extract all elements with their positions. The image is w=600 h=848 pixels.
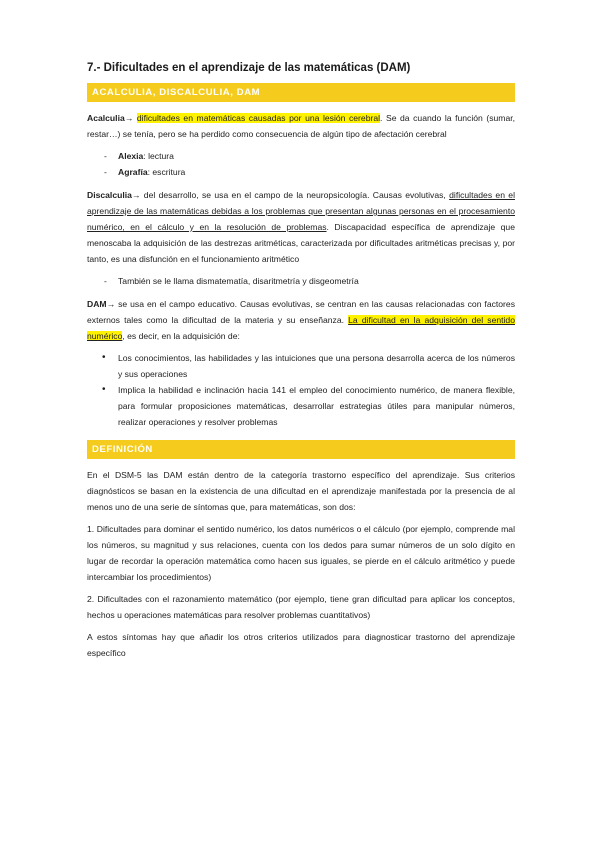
section-header-acalculia: ACALCULIA, DISCALCULIA, DAM [87, 83, 515, 102]
dam-list [87, 350, 515, 430]
dam-term: DAM [87, 299, 107, 309]
acalculia-highlight: dificultades en matemáticas causadas por una lesión cerebral [136, 113, 381, 123]
list-item [87, 148, 515, 164]
list-item [87, 164, 515, 180]
dam-text: , es decir, en la adquisición de: [122, 331, 240, 341]
acalculia-text: . Se da cuando la función (sumar, restar…) se tenía, pero se ha perdido como consecuencia de algún tipo de afectación cerebral [87, 113, 516, 139]
list-item: • Implica la habilidad e inclinación hacia 141 el empleo del conocimiento numérico, de manera flexible, para formular proposiciones matemáticas, desarrollar estrategias útiles para manipular números, realizar operaciones y resolver problemas [87, 382, 515, 430]
list-item-text: : lectura [143, 151, 174, 161]
dam-highlight: La dificultad en la adquisición del sentido numérico [87, 315, 515, 341]
page-title: 7.- Dificultades en el aprendizaje de las matemáticas (DAM) [87, 62, 411, 74]
discalculia-paragraph [87, 187, 515, 267]
definition-paragraph: A estos síntomas hay que añadir los otros criterios utilizados para diagnosticar trastorno del aprendizaje específico [87, 632, 515, 658]
list-item: • Los conocimientos, las habilidades y las intuiciones que una persona desarrolla acerca de los números y sus operaciones [87, 350, 515, 382]
discalculia-intro: del desarrollo, se usa en el campo de la neuropsicología. Causas evolutivas, [140, 190, 450, 200]
dam-intro: se usa en el campo educativo. Causas evolutivas, se centran en las causas relacionadas con factores externos tales como la dificultad de la materia y su enseñanza. [87, 299, 515, 325]
acalculia-term: Acalculia [87, 113, 125, 123]
discalculia-term: Discalculia [87, 190, 132, 200]
definition-paragraph: 2. Dificultades con el razonamiento matemático (por ejemplo, tiene gran dificultad para aplicar los conceptos, hechos u operaciones matemáticas para resolver problemas cuantitativos) [87, 594, 515, 620]
discalculia-highlight: dificultades en el aprendizaje de las matemáticas debidas a los problemas que presentan algunas personas en el procesamiento numérico, en el cálculo y en la resolución de problemas [87, 190, 515, 232]
discalculia-text: . Discapacidad específica de aprendizaje que menoscaba la adquisición de las destrezas aritméticas, caracterizada por dificultades aritméticas precisas y, por tanto, es una disfunción en el funcionamiento aritmético [87, 222, 515, 264]
list-item-text: : escritura [147, 167, 186, 177]
arrow-icon: → [131, 190, 141, 200]
list-item-term: Agrafía [118, 167, 148, 177]
section-header-definicion: DEFINICIÓN [87, 440, 515, 459]
document-page [87, 62, 515, 667]
discalculia-list [87, 273, 515, 289]
acalculia-paragraph [87, 110, 515, 142]
arrow-icon: → [124, 113, 134, 123]
definition-paragraph: 1. Dificultades para dominar el sentido numérico, los datos numéricos o el cálculo (por ejemplo, comprende mal los números, su magnitud y sus relaciones, cuenta con los dedos para sumar números de un solo dígito en lugar de recordar la operación matemática como hacen sus iguales, se pierde en el cálculo aritmético y puede intercambiar los procedimientos) [87, 524, 515, 582]
list-item-term: Alexia [118, 151, 144, 161]
list-item: - También se le llama dismatematía, disaritmetría y disgeometría [87, 273, 515, 289]
arrow-icon: → [106, 299, 116, 309]
definition-paragraph: En el DSM-5 las DAM están dentro de la categoría trastorno específico del aprendizaje. Sus criterios diagnósticos se basan en la existencia de una dificultad en el aprendizaje manifestada por la presencia de al menos uno de una serie de síntomas que, para matemáticas, son dos: [87, 470, 515, 512]
dam-paragraph [87, 296, 515, 344]
acalculia-list [87, 148, 515, 180]
